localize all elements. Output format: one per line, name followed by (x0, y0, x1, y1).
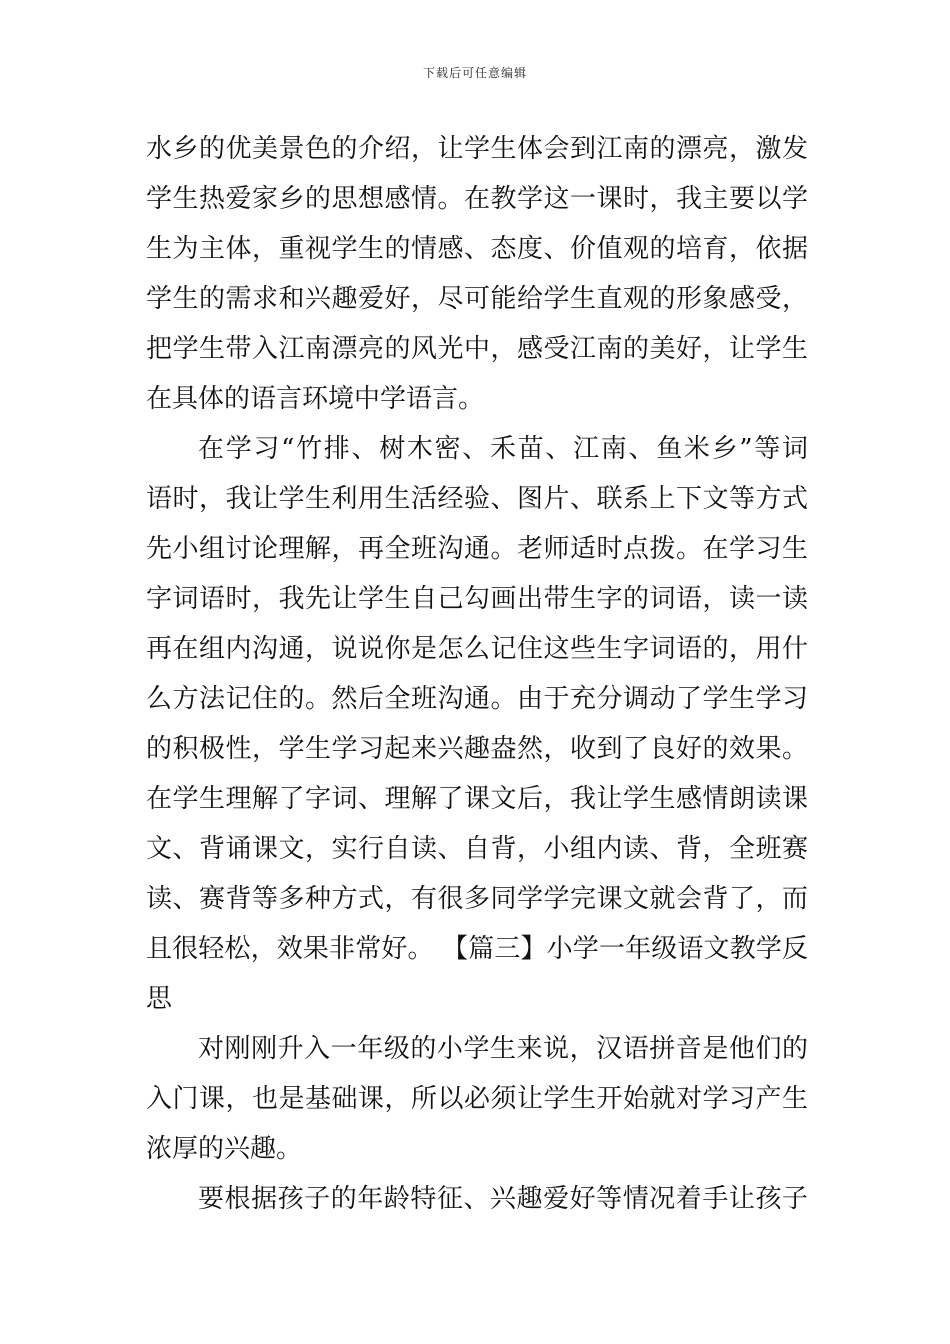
text-line: 在具体的语言环境中学语言。 (146, 384, 485, 414)
text-line: 再在组内沟通，说说你是怎么记住这些生字词语的，用什 (146, 634, 808, 664)
paragraph-first-line: 要根据孩子的年龄特征、兴趣爱好等情况着手让孩子 (198, 1184, 808, 1214)
text-line: 在学生理解了字词、理解了课文后，我让学生感情朗读课 (146, 784, 808, 814)
paragraph-first-line: 在学习“竹排、树木密、禾苗、江南、鱼米乡”等词 (198, 434, 808, 464)
text-line: 生为主体，重视学生的情感、态度、价值观的培育，依据 (146, 234, 808, 264)
body-text (146, 124, 808, 1224)
page-header: 下载后可任意编辑 (422, 66, 527, 80)
text-line: 读、赛背等多种方式，有很多同学学完课文就会背了，而 (146, 884, 808, 914)
text-line: 么方法记住的。然后全班沟通。由于充分调动了学生学习 (146, 684, 808, 714)
text-line: 字词语时，我先让学生自己勾画出带生字的词语，读一读 (146, 584, 808, 614)
text-line: 的积极性，学生学习起来兴趣盎然，收到了良好的效果。 (146, 734, 808, 764)
text-line: 且很轻松，效果非常好。 【篇三】小学一年级语文教学反 (146, 934, 808, 964)
text-line: 学生的需求和兴趣爱好，尽可能给学生直观的形象感受， (146, 284, 808, 314)
text-line: 水乡的优美景色的介绍，让学生体会到江南的漂亮，激发 (146, 134, 808, 164)
text-line: 文、背诵课文，实行自读、自背，小组内读、背，全班赛 (146, 834, 808, 864)
text-line: 把学生带入江南漂亮的风光中，感受江南的美好，让学生 (146, 334, 808, 364)
text-line: 入门课，也是基础课，所以必须让学生开始就对学习产生 (146, 1084, 808, 1114)
paragraph-first-line: 对刚刚升入一年级的小学生来说，汉语拼音是他们的 (198, 1034, 808, 1064)
text-line: 先小组讨论理解，再全班沟通。老师适时点拨。在学习生 (146, 534, 808, 564)
text-line: 学生热爱家乡的思想感情。在教学这一课时，我主要以学 (146, 184, 808, 214)
text-line: 浓厚的兴趣。 (146, 1134, 303, 1164)
text-line: 思 (146, 984, 173, 1014)
text-line: 语时，我让学生利用生活经验、图片、联系上下文等方式 (146, 484, 808, 514)
